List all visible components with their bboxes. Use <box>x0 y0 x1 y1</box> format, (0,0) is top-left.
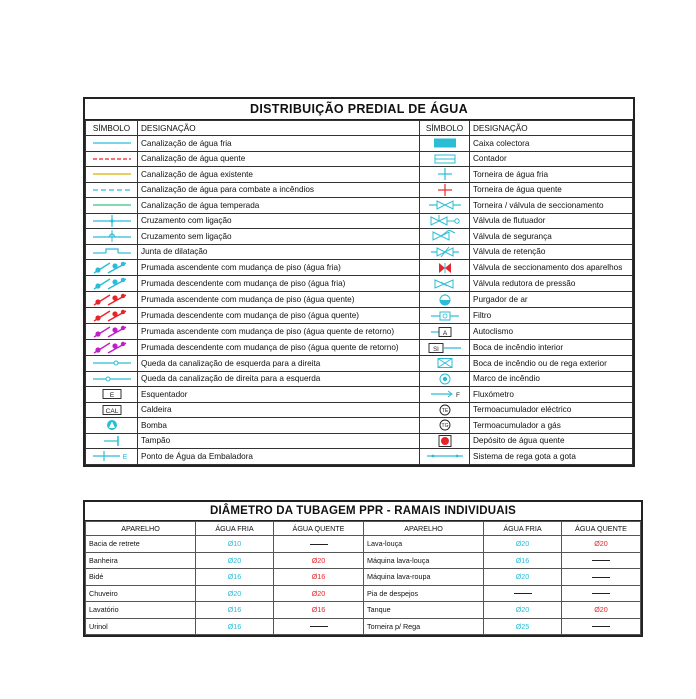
legend-right-label: Fluxómetro <box>470 387 633 403</box>
ppr-agua-fria: Ø16 <box>484 552 562 569</box>
legend-right-label: Válvula de flutuador <box>470 213 633 229</box>
legend-left-label: Queda da canalização de direita para a esquerda <box>138 371 420 387</box>
ppr-aparelho: Lavatório <box>86 602 196 619</box>
dash-icon <box>592 560 610 561</box>
autoclismo-icon <box>420 324 470 340</box>
legend-left-label: Canalização de água para combate a incêndios <box>138 182 420 198</box>
ppr-header-row <box>86 522 641 536</box>
svg-text:F: F <box>455 392 460 400</box>
dash-icon <box>310 544 328 545</box>
legend-right-label: Termoacumulador eléctrico <box>470 402 633 418</box>
legend-left-label: Esquentador <box>138 387 420 403</box>
ppr-aparelho: Urinol <box>86 618 196 635</box>
ppr-agua-quente: Ø20 <box>274 585 364 602</box>
legend-left-label: Caldeira <box>138 402 420 418</box>
ppr-aparelho: Máquina lava-louça <box>364 552 484 569</box>
ppr-agua-fria: Ø25 <box>484 618 562 635</box>
prumada-desc-quente-icon <box>86 308 138 324</box>
svg-text:CAL: CAL <box>105 407 118 415</box>
legend-left-label: Prumada descendente com mudança de piso (água quente de retorno) <box>138 340 420 356</box>
legend-left-label: Bomba <box>138 418 420 434</box>
legend-row <box>86 244 633 260</box>
legend-row <box>86 308 633 324</box>
ppr-diameter-table <box>83 500 643 637</box>
termo-electrico-icon <box>420 402 470 418</box>
ppr-agua-quente: Ø16 <box>274 569 364 586</box>
legend-right-label: Marco de incêndio <box>470 371 633 387</box>
legend-row <box>86 167 633 183</box>
torneira-fria-icon <box>420 167 470 183</box>
legend-row <box>86 198 633 214</box>
ppr-agua-fria: Ø20 <box>196 552 274 569</box>
cruzamento-sem-ligacao-icon <box>86 229 138 245</box>
legend-left-label: Prumada ascendente com mudança de piso (água quente de retorno) <box>138 324 420 340</box>
ppr-aparelho: Lava-louça <box>364 536 484 553</box>
termo-gas-icon <box>420 418 470 434</box>
legend-row <box>86 418 633 434</box>
col-symbol-left: SÍMBOLO <box>86 121 138 136</box>
ppr-agua-quente: Ø20 <box>562 536 641 553</box>
dash-icon <box>514 593 532 594</box>
deposito-quente-icon <box>420 433 470 449</box>
tampao-icon <box>86 433 138 449</box>
valvula-flutuador-icon <box>420 213 470 229</box>
fluxometro-icon <box>420 387 470 403</box>
boca-incendio-interior-icon <box>420 340 470 356</box>
ppr-agua-fria: Ø20 <box>196 585 274 602</box>
contador-icon <box>420 151 470 167</box>
col-symbol-right: SÍMBOLO <box>420 121 470 136</box>
boca-incendio-exterior-icon <box>420 356 470 372</box>
incendios-icon <box>86 182 138 198</box>
svg-text:A: A <box>442 329 447 337</box>
ppr-aparelho: Bidé <box>86 569 196 586</box>
svg-text:TG: TG <box>441 423 448 430</box>
ppr-agua-fria-empty <box>484 585 562 602</box>
legend-row <box>86 229 633 245</box>
agua-quente-icon <box>86 151 138 167</box>
legend-row <box>86 292 633 308</box>
svg-text:E: E <box>122 454 127 462</box>
agua-existente-icon <box>86 167 138 183</box>
ppr-agua-quente-empty <box>274 536 364 553</box>
esquentador-icon <box>86 387 138 403</box>
ppr-aparelho: Pia de despejos <box>364 585 484 602</box>
agua-fria-icon <box>86 136 138 152</box>
legend-right-label: Válvula de seccionamento dos aparelhos <box>470 260 633 276</box>
ppr-col-aparelho-1: APARELHO <box>86 522 196 536</box>
ppr-row <box>86 585 641 602</box>
legend-right-label: Torneira / válvula de seccionamento <box>470 198 633 214</box>
legend-right-label: Torneira de água fria <box>470 167 633 183</box>
queda-dir-esq-icon <box>86 371 138 387</box>
legend-row <box>86 260 633 276</box>
ppr-agua-fria: Ø20 <box>484 602 562 619</box>
ppr-col-fria-1: ÁGUA FRIA <box>196 522 274 536</box>
ppr-agua-quente-empty <box>562 569 641 586</box>
ppr-row <box>86 569 641 586</box>
valvula-aparelhos-icon <box>420 260 470 276</box>
legend-left-label: Ponto de Água da Embaladora <box>138 449 420 465</box>
legend-title: DISTRIBUIÇÃO PREDIAL DE ÁGUA <box>85 99 633 120</box>
bomba-icon <box>86 418 138 434</box>
ppr-agua-quente: Ø20 <box>274 552 364 569</box>
legend-right-label: Caixa colectora <box>470 136 633 152</box>
ppr-agua-fria: Ø16 <box>196 602 274 619</box>
legend-row <box>86 340 633 356</box>
ppr-agua-quente-empty <box>274 618 364 635</box>
svg-text:SI: SI <box>432 346 439 353</box>
ppr-aparelho: Torneira p/ Rega <box>364 618 484 635</box>
ppr-col-fria-2: ÁGUA FRIA <box>484 522 562 536</box>
caixa-colectora-icon <box>420 136 470 152</box>
filtro-icon <box>420 308 470 324</box>
dash-icon <box>592 626 610 627</box>
prumada-asc-fria-icon <box>86 260 138 276</box>
legend-row <box>86 276 633 292</box>
legend-right-label: Torneira de água quente <box>470 182 633 198</box>
legend-row <box>86 213 633 229</box>
ppr-agua-quente-empty <box>562 618 641 635</box>
legend-right-label: Sistema de rega gota a gota <box>470 449 633 465</box>
legend-row <box>86 402 633 418</box>
ppr-agua-quente: Ø16 <box>274 602 364 619</box>
ppr-aparelho: Chuveiro <box>86 585 196 602</box>
ppr-col-quente-1: ÁGUA QUENTE <box>274 522 364 536</box>
svg-text:TE: TE <box>441 407 448 414</box>
rega-gota-icon <box>420 449 470 465</box>
ppr-row <box>86 552 641 569</box>
ppr-agua-quente: Ø20 <box>562 602 641 619</box>
valvula-seccionamento-icon <box>420 198 470 214</box>
legend-left-label: Prumada ascendente com mudança de piso (água quente) <box>138 292 420 308</box>
legend-left-label: Prumada descendente com mudança de piso (água fria) <box>138 276 420 292</box>
ppr-row <box>86 618 641 635</box>
prumada-asc-quente-icon <box>86 292 138 308</box>
ppr-aparelho: Tanque <box>364 602 484 619</box>
legend-row <box>86 356 633 372</box>
dash-icon <box>592 577 610 578</box>
legend-right-label: Válvula redutora de pressão <box>470 276 633 292</box>
ppr-grid <box>85 521 641 635</box>
ppr-title: DIÂMETRO DA TUBAGEM PPR - RAMAIS INDIVIDUAIS <box>85 502 641 521</box>
legend-left-label: Canalização de água quente <box>138 151 420 167</box>
legend-left-label: Cruzamento com ligação <box>138 213 420 229</box>
legend-right-label: Válvula de retenção <box>470 244 633 260</box>
legend-left-label: Prumada descendente com mudança de piso (água quente) <box>138 308 420 324</box>
prumada-asc-retorno-icon <box>86 324 138 340</box>
ppr-agua-fria: Ø20 <box>484 569 562 586</box>
legend-left-label: Junta de dilatação <box>138 244 420 260</box>
ppr-agua-fria: Ø20 <box>484 536 562 553</box>
legend-left-label: Canalização de água temperada <box>138 198 420 214</box>
ppr-agua-fria: Ø16 <box>196 569 274 586</box>
legend-right-label: Contador <box>470 151 633 167</box>
valvula-seguranca-icon <box>420 229 470 245</box>
ppr-agua-quente-empty <box>562 585 641 602</box>
legend-left-label: Prumada ascendente com mudança de piso (água fria) <box>138 260 420 276</box>
legend-header-row <box>86 121 633 136</box>
ppr-agua-fria: Ø16 <box>196 618 274 635</box>
legend-right-label: Termoacumulador a gás <box>470 418 633 434</box>
valvula-retencao-icon <box>420 244 470 260</box>
col-designation-right: DESIGNAÇÃO <box>470 121 633 136</box>
torneira-quente-icon <box>420 182 470 198</box>
legend-left-label: Tampão <box>138 433 420 449</box>
ppr-col-quente-2: ÁGUA QUENTE <box>562 522 641 536</box>
legend-row <box>86 371 633 387</box>
svg-text:E: E <box>109 392 114 400</box>
legend-right-label: Boca de incêndio ou de rega exterior <box>470 356 633 372</box>
junta-dilatacao-icon <box>86 244 138 260</box>
legend-left-label: Canalização de água existente <box>138 167 420 183</box>
legend-row <box>86 433 633 449</box>
ppr-agua-quente-empty <box>562 552 641 569</box>
marco-incendio-icon <box>420 371 470 387</box>
ppr-aparelho: Máquina lava-roupa <box>364 569 484 586</box>
ppr-aparelho: Bacia de retrete <box>86 536 196 553</box>
queda-esq-dir-icon <box>86 356 138 372</box>
legend-right-label: Válvula de segurança <box>470 229 633 245</box>
cruzamento-com-ligacao-icon <box>86 213 138 229</box>
legend-row <box>86 449 633 465</box>
legend-row <box>86 151 633 167</box>
legend-right-label: Filtro <box>470 308 633 324</box>
agua-temperada-icon <box>86 198 138 214</box>
legend-right-label: Autoclismo <box>470 324 633 340</box>
legend-grid <box>85 120 633 465</box>
legend-row <box>86 182 633 198</box>
ppr-agua-fria: Ø10 <box>196 536 274 553</box>
legend-row <box>86 324 633 340</box>
ppr-row <box>86 602 641 619</box>
legend-row <box>86 387 633 403</box>
dash-icon <box>592 593 610 594</box>
caldeira-icon <box>86 402 138 418</box>
ponto-embaladora-icon <box>86 449 138 465</box>
legend-right-label: Purgador de ar <box>470 292 633 308</box>
legend-left-label: Cruzamento sem ligação <box>138 229 420 245</box>
legend-row <box>86 136 633 152</box>
ppr-aparelho: Banheira <box>86 552 196 569</box>
water-legend-table <box>83 97 635 467</box>
purgador-icon <box>420 292 470 308</box>
legend-right-label: Depósito de água quente <box>470 433 633 449</box>
prumada-desc-fria-icon <box>86 276 138 292</box>
legend-left-label: Queda da canalização de esquerda para a direita <box>138 356 420 372</box>
valvula-redutora-icon <box>420 276 470 292</box>
legend-left-label: Canalização de água fria <box>138 136 420 152</box>
dash-icon <box>310 626 328 627</box>
ppr-row <box>86 536 641 553</box>
ppr-col-aparelho-2: APARELHO <box>364 522 484 536</box>
legend-right-label: Boca de incêndio interior <box>470 340 633 356</box>
prumada-desc-retorno-icon <box>86 340 138 356</box>
col-designation-left: DESIGNAÇÃO <box>138 121 420 136</box>
